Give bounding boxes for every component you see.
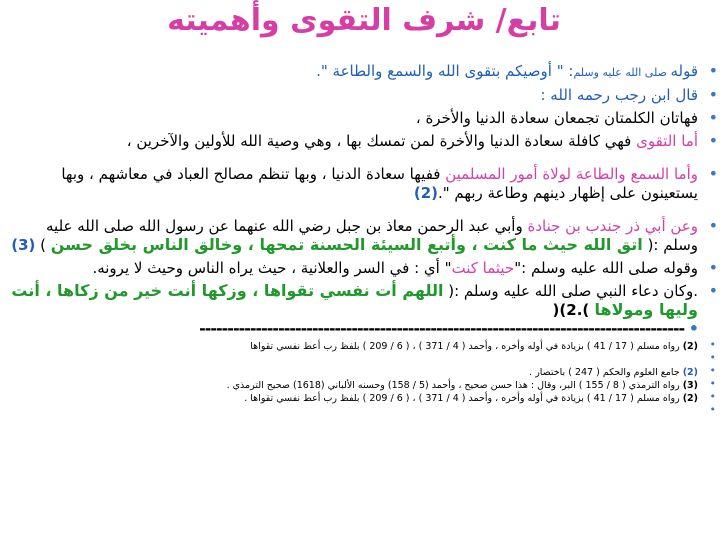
bullet-6-text: وأبي عبد الرحمن معاذ بن جبل رضي الله عنهما عن رسول الله صلى الله عليه وسلم :(	[46, 217, 698, 254]
bullet-6-lead: وعن أبي ذر جندب بن جنادة	[527, 217, 698, 235]
bullet-icon: •	[709, 377, 716, 390]
bullet-1-salutation: صلى الله عليه وسلم	[573, 66, 671, 79]
bullet-1-quote: : " أوصيكم بتقوى الله والسمع والطاعة ".	[316, 62, 574, 80]
separator-line: --------------------------------------------------------------------------------------	[199, 320, 685, 338]
footnote-item	[8, 366, 720, 379]
footnotes	[8, 340, 720, 418]
bullet-icon: •	[708, 108, 718, 127]
bullet-icon: •	[688, 320, 698, 338]
bullet-5-text: ففيها سعادة الدنيا ، وبها تنظم مصالح العباد في معاشهم ، وبها يستعينون على إظهار دينهم وطاعة ربهم ".	[61, 165, 698, 202]
bullet-4	[8, 132, 720, 151]
bullet-icon: •	[709, 351, 716, 364]
bullet-icon: •	[709, 364, 716, 377]
footnote-item	[8, 353, 720, 366]
footnote-text: رواه مسلم ( 17 / 41 ) بزيادة في أوله وأخره ، وأحمد ( 4 / 371 ) ، ( 6 / 209 ) بلفظ رب أعط نفسي تقواها	[250, 341, 683, 352]
bullet-1	[8, 62, 720, 82]
bullet-4-text: فهي كافلة سعادة الدنيا والأخرة لمن تمسك بها ، وهي وصية الله للأولين والآخرين ،	[126, 132, 637, 150]
bullet-icon: •	[708, 281, 718, 300]
footnote-item	[8, 405, 720, 418]
bullet-icon: •	[708, 258, 718, 277]
footnote-text: جامع العلوم والحكم ( 247 ) باختصار .	[529, 367, 683, 378]
footnote-text: رواه الترمذي ( 8 / 155 ) البر، وقال : هذا حسن صحيح ، وأحمد (5 / 158) وحسنه الألباني (1618) صحيح الترمذي .	[226, 380, 683, 391]
bullet-3-text: فهاتان الكلمتان تجمعان سعادة الدنيا والأخرة ،	[415, 109, 698, 127]
bullet-2-text: قال ابن رجب رحمه الله :	[540, 86, 698, 104]
bullet-4-lead: أما التقوى	[636, 132, 698, 150]
bullet-icon: •	[709, 338, 716, 351]
bullet-3	[8, 109, 720, 128]
footnote-number: (2)	[682, 367, 698, 378]
bullet-6-hadith: اتق الله حيث ما كنت ، وأتبع السيئة الحسنة تمحها ، وخالق الناس بخلق حسن	[50, 235, 643, 254]
bullet-icon: •	[708, 131, 718, 150]
footnote-separator	[8, 320, 720, 338]
footnote-number: (3)	[682, 380, 698, 391]
slide-title: تابع/ شرف التقوى وأهميته	[167, 3, 561, 38]
bullet-5-lead: وأما السمع والطاعة لولاة أمور المسلمين	[445, 165, 698, 183]
bullet-icon: •	[708, 61, 718, 80]
footnote-item	[8, 340, 720, 353]
bullet-icon: •	[708, 85, 718, 104]
footnote-number: (2)	[682, 341, 698, 352]
bullet-icon: •	[709, 390, 716, 403]
bullet-8	[8, 282, 720, 320]
bullet-1-lead: قوله	[670, 62, 698, 80]
bullet-7-quote: حيثما كنت	[451, 259, 515, 277]
bullet-icon: •	[708, 216, 718, 235]
footnote-item	[8, 392, 720, 405]
bullet-5-ref: (2)	[413, 184, 438, 202]
bullet-7-lead: وقوله صلى الله عليه وسلم :"	[514, 259, 698, 277]
bullet-7	[8, 259, 720, 278]
bullet-8-ref: ).2)(	[552, 301, 595, 319]
bullet-8-prayer: اللهم أت نفسي تقواها ، وزكها أنت خير من زكاها ، أنت وليها ومولاها	[11, 281, 698, 319]
bullet-5	[8, 165, 720, 203]
slide-body	[8, 62, 720, 418]
footnote-text: رواه مسلم ( 17 / 41 ) بزيادة في أوله وأخره ، وأحمد ( 4 / 371 ) ، ( 6 / 209 ) بلفظ رب أعط نفسي تقواها .	[244, 393, 683, 404]
bullet-8-lead: .وكان دعاء النبي صلى الله عليه وسلم :(	[443, 282, 698, 300]
bullet-6	[8, 217, 720, 255]
bullet-2	[8, 86, 720, 105]
footnote-item	[8, 379, 720, 392]
bullet-icon: •	[708, 164, 718, 183]
bullet-7-text: " أي : في السر والعلانية ، حيث يراه الناس وحيث لا يرونه.	[92, 259, 452, 277]
bullet-6-close: )	[35, 236, 51, 254]
footnote-number: (2)	[682, 393, 698, 404]
bullet-6-ref: (3)	[11, 236, 36, 254]
bullet-icon: •	[709, 403, 716, 416]
